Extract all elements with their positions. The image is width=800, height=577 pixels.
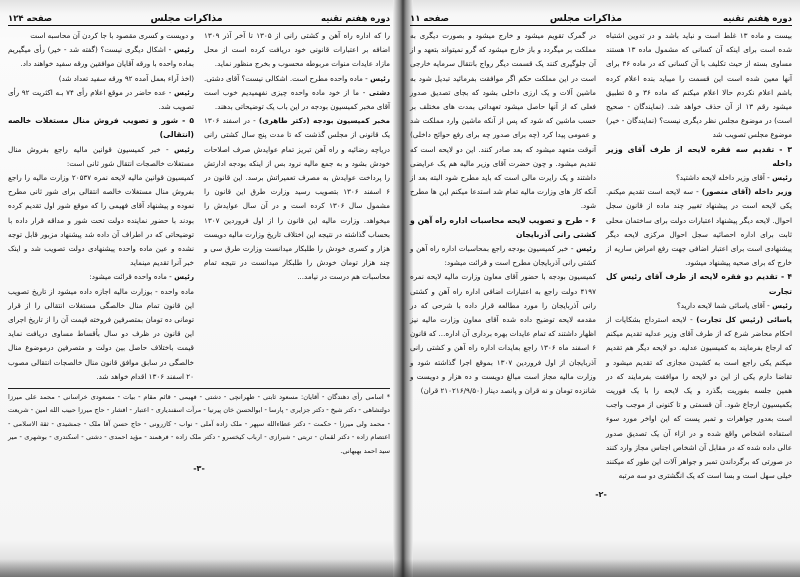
paragraph: (اخذ آراء بعمل آمده ۹۲ ورقه سفید تعداد شد) [58,73,194,83]
speech-text: خبر کمیسیون بودجه راجع بمحاسبات اداره راه آهن و کشتی رانی آذربایجان مطرح است و قرائت میشود: [410,244,596,268]
speech: مخبر کمیسیون بودجه (دکتر طاهری) - در اسفند ۱۳۰۶ یک قانونی از مجلس گذشت که تا مدت پنج سال کشتی رانی دریاچه رضائیه و راه آهن تبریز تمام عوایدش صرف اصلاحات خودش بشود و به جمع مالیه نرود بس از اینکه بودجه ادارتش را پرداخت عوایدش به مصرف تعمیراتش برسد. این قانون در ۶ اسفند ۱۳۰۶ بتصویب رسید وزارت طرق این قانون را مشمول سال ۱۳۰۶ کرده است و در آن سال عوایدش را میخواهد. وزارت مالیه این قانون را از اول فروردین ۱۳۰۷ بحساب گذاشته در نتیجه این اختلاف تاریخ وزارت مالیه دویست هزار و کسری خودش را طلبکار میدانست وزارت طرق سی و چند هزار تومان خودش را طلبکار میدانست در نتیجه تمام محاسبات هم درست در نیامد... [204,116,390,282]
left-page-columns [8,29,390,384]
speaker-name: رئیس [772,173,792,183]
speaker-name: دشتی [369,87,390,97]
speaker-name: رئیس [174,144,194,154]
session-label: دوره هفتم تقنیه [320,14,390,24]
left-page-header [8,12,390,26]
paragraph: کمیسیون قوانین مالیه لایحه نمره ۲۰۵۳۷ وزارت مالیه را راجع بفروش منال مستغلات خالصه انتقالی برای شور ثانی مطرح نموده و پیشنهاد آقای فهیمی را که موقع شور اول تقدیم کرده بودند با حضور نماینده دولت تحت شور و مداقه قرار داده با توضیحاتی که در اطراف آن داده شد پیشنهاد مزبور قابل توجه نشده و عین ماده واحده پیشنهادی دولت تصویب شد و اینک خبر آنرا تقدیم مینماید [8,173,194,268]
speaker-name: وزیر داخله (آقای منصور) [701,187,793,197]
speech-text: عده حاضر در موقع اعلام رأی ۷۴ بـه اکثریت ۹۲ رأی تصویب شد. [8,87,194,112]
speaker-name: رئیس [576,244,596,254]
right-page-column-right [606,29,792,484]
right-page-columns [410,29,792,484]
scan-shadow-edge [0,559,800,577]
footnote-voter-list: * اسامی رأی دهندگان - آقایان: مسعود ثابتی - طهرانچی - دشتی - فهیمی - قائم مقام - بیات - مسعودی خراسانی - محمد علی میرزا دولتشاهی - دکتر شیخ - دکتر جزایری - پارسا - ابوالحسن خان پیرنیا - مرآت اسفندیاری - اعتبار - افشار - حاج میرزا حبیب الله امین - شریعت - محمد ولی میرزا - حکمت - دکتر عطاءالله سپهر - ملک زاده آملی - نواب - کازرونی - حاج حسن آقا ملک - جمشیدی - ثقة الاسلامی - اعتصام زاده - دکتر لقمان - تربتی - شیرازی - ارباب کیخسرو - دکتر ملک زاده - فرهمند - مؤید احمدی - دشتی - اسکندری - بوشهری - میر سید احمد بهبهانی. [8,388,390,458]
speech-text: آقای یاسائی شما لایحه دارید؟ [676,300,765,310]
speech-text: خبر کمیسیون قوانین مالیه راجع بفروش منال مستغلات خالصجات انتقال شور ثانی است: [8,144,194,168]
paragraph: و دویست و کسری مقصود با جا کردن آن محاسبه است [30,31,194,40]
speech: رئیس - خبر کمیسیون قوانین مالیه راجع بفروش منال مستغلات خالصجات انتقال شور ثانی است: [8,144,194,168]
speech: رئیس - ماده واحده قرائت میشود: [89,272,194,282]
paragraph: ماده واحده - بوزارت مالیه اجازه داده میشود از تاریخ تصویب این قانون تمام منال خالصگی مستغلات انتقالی را از قرار تومانی ده تومان بمتصرفین فروخته قیمت آن را از تاریخ اجرای این قانون در ظرف دو سال بأقساط مساوی دریافت نماید قیمت باختلاف حاصل بین دولت و متصرفین درموضوع منال خالصگی در سابق موافق قانون منال خالصجات انتقالی مصوب ۲۰ اسفند ۱۳۰۶ اقدام خواهد شد. [8,286,194,381]
section-heading: ۶ - طرح و تصویب لایحه محاسبات اداره راه آهن و کشتی رانی آذربایجان [410,215,596,239]
right-page [402,0,800,577]
speaker-name: یاسائی (رئیس کل تجارت) [696,315,792,325]
paragraph: کمیسیون بودجه با حضور آقای معاون وزارت مالیه لایحه نمره ۴۱۹۷ دولت راجع به اعتبارات اضافی اداره راه آهن و کشتی رانی آذربایجان را مورد مطالعه قرار داده با شرحی که در مقدمه لایحه توضیح داده شده آقای معاون وزارت مالیه نیز اظهار داشتند که تمام عایدات بهره برداری آن اداره... که قانون ۶ اسفند ماه ۱۳۰۶ راجع بعایدات اداره راه آهن و کشتی رانی آذربایجان از اول فروردین ۱۳۰۷ بموقع اجرا گذاشته شود و وزارت مالیه مجاز است مبالغ دویست و ده هزار و دویست و شانزده تومان و نه قران و پانصد دینار (۲۱۰۲۱۶/۹/۵۰ قران) [410,272,596,396]
left-page-column-left [8,29,194,384]
speaker-name: رئیس [772,300,792,310]
speech: رئیس - آقای یاسائی شما لایحه دارید؟ [676,300,792,310]
page-number: -۳- [193,464,205,474]
speech: رئیس - آقای وزیر داخله لایحه داشتید؟ [675,173,792,183]
speech-text: لایحه استرداج بشکایات از احکام محاضر شرع که از طرف آقای وزیر عدلیه تقدیم میکنم که ارجاع بفرمایند به کمیسیون عدلیه. دو لایحه دیگر هم تقدیم میکنم یکی راجع است به کشیدن مجازی که تقدیم میشود و تقاضا دارم یکی از این دو لایحه را موافقت بفرمایند که در همین جلسه بفوریت بگذرد و یک لایحه را با یک فوریت بکمیسیون ارجاع شود. آن قسمتی و تا کنونی از موجب واجب است بعدور جواهرات و تمبر پست که این اواخر مورد سوء استفاده اشخاص واقع شده و در ازاء آن یک تصدیق صدور عالی داده شده که در مقابل آن اشخاص اجناس مجاز وارد کنند در صورتی که برگرداندن تمبر و جواهر آلات این طور که میکنند خیلی سهل است و بسا است که یک انگشتری دو سه مرتبه [606,315,792,481]
speech: یاسائی (رئیس کل تجارت) - لایحه استرداج بشکایات از احکام محاضر شرع که از طرف آقای وزیر عدلیه تقدیم میکنم که ارجاع بفرمایند به کمیسیون عدلیه. دو لایحه دیگر هم تقدیم میکنم یکی راجع است به کشیدن مجازی که تقدیم میشود و تقاضا دارم یکی از این دو لایحه را موافقت بفرمایند که در همین جلسه بفوریت بگذرد و یک لایحه را با یک فوریت بکمیسیون ارجاع شود. آن قسمتی و تا کنونی از موجب واجب است بعدور جواهرات و تمبر پست که این اواخر مورد سوء استفاده اشخاص واقع شده و در ازاء آن یک تصدیق صدور عالی داده شده که در مقابل آن اشخاص اجناس مجاز وارد کنند در صورتی که برگرداندن تمبر و جواهر آلات این طور که میکنند خیلی سهل است و بسا است که یک انگشتری دو سه مرتبه [606,315,792,481]
paragraph: را که اداره راه آهن و کشتی رانی از ۱۳۰۵ تا آخر آذر ۱۳۰۹ اضافه بر اعتبارات قانونی خود دریافت کرده است از محل مازاد عایدات منوات مربوطه محسوب و بخرج منظور نماید. [204,31,390,69]
speech: رئیس - اشکال دیگری نیست؟ (گفته شد - خیر) رأی میگیریم بماده واحده با ورقه آقایان موافقین ورقه سفید خواهند داد. [8,45,194,69]
session-label: دوره هفتم تقنیه [722,14,792,24]
section-heading: ۳ - تقدیم سه فقره لایحه از طرف آقای وزیر داخله [606,144,792,168]
page-label: صفحه ۱۱ [410,14,449,24]
left-page-column-right [204,29,390,384]
speech-text: آقای وزیر داخله لایحه داشتید؟ [675,173,765,183]
header-title: مذاکرات مجلس [549,13,623,24]
speaker-name: رئیس [174,272,194,282]
page-label: صفحه ۱۲۴ [8,14,53,24]
section-heading: ۴ - تقدیم دو فقره لایحه از طرف آقای رئیس کل تجارت [606,272,792,296]
speech-text: ماده واحده مطرح است. اشکالی نیست؟ آقای دشتی. [204,73,363,83]
left-page [0,0,398,577]
right-page-header [410,12,792,26]
speech-text: در اسفند ۱۳۰۶ یک قانونی از مجلس گذشت که تا مدت پنج سال کشتی رانی دریاچه رضائیه و راه آهن تبریز تمام عوایدش صرف اصلاحات خودش بشود و به جمع مالیه نرود بس از اینکه بودجه ادارتش را پرداخت عوایدش به مصرف تعمیراتش برسد. این قانون در ۶ اسفند ۱۳۰۶ بتصویب رسید وزارت طرق این قانون را مشمول سال ۱۳۰۶ کرده است و در آن سال عوایدش را میخواهد. وزارت مالیه این قانون را از اول فروردین ۱۳۰۷ بحساب گذاشته در نتیجه این اختلاف تاریخ وزارت مالیه دویست هزار و کسری خودش را طلبکار میدانست وزارت طرق سی و چند هزار تومان خودش را طلبکار میدانست در نتیجه تمام محاسبات هم درست در نیامد... [204,116,390,282]
speech-text: سه لایحه است تقدیم میکنم. یکی لایحه است در پیشنهاد تغییر چند ماده از قانون سجل احوال. لایحه دیگر پیشنهاد اعتبارات دولت برای ساختمان محلی ثابت برای اداره احصائیه سجل احوال مرکزی لایحه دیگر پیشنهادی است برای اعتبار اضافی جهت رفع امراض ساریه از خارج که برای صحیه پیشنهاد میشود. [606,187,792,268]
speech: رئیس - عده حاضر در موقع اعلام رأی ۷۴ بـه اکثریت ۹۲ رأی تصویب شد. [8,87,194,112]
speech-text: اشکال دیگری نیست؟ (گفته شد - خیر) رأی میگیریم بماده واحده با ورقه آقایان موافقین ورقه سفید خواهند داد. [8,45,194,69]
speaker-name: رئیس [174,87,194,97]
paragraph: بیست و ماده ۱۳ غلط است و نباید باشد و در تدوین اشتباه شده است برای اینکه آن کسانی که مشمول ماده ۱۳ هستند مساوی بسته از حیث تکلیف با آن کسانی که در ماده ۳۶ برای آنها معین شده است این قسمت را میباید بنده اعلام کرده باشم اعلام نکردم حالا اعلام میکنم که ماده ۳۶ و ۵ تطبیق میشود رقم ۱۳ از آن حذف خواهد شد. (نمایندگان - صحیح است) در موضوع مجلس نظر دیگری نیست؟ (نمایندگان - خیر) موضوع مجلس تصویب شد [606,31,792,140]
paragraph: در گمرک تقویم میشود و خارج میشود و بصورت دیگری به مملکت بر میگردد و باز خارج میشود که گرو نمیتواند بتعهد و از آن جلوگیری کنند یک قسمت دیگر رواج بانتقال سرمایه خارجی است در این مملکت حکم اگر موافقت بفرمائید تبدیل شود به ماشین آلات و یک ارزی داخلی بشود که بجای تصدیق صدور فعلی که از آنها حاصل میشود تعهداتی بمدت های مختلف بر حسب ماشین که شود که پس از آنکه ماشین وارد مملکت شد و عمومی پیدا کرد (چه برای صدور چه برای رفع حوائج داخلی) آنوقت متعهد میشود که بعد صادر کنند. این دو لایحه است که تقدیم میشود. و چون حضرت آقای وزیر مالیه هم یک عرایضی داشتند و یک رایرت مالی است که باید مطرح شود البته بعد از آنکه کار های وزارت مالیه تمام شد استدعا میکنم این ها مطرح شود. [410,31,596,211]
speech-text: ماده واحده قرائت میشود: [89,272,167,282]
speech: رئیس - ماده واحده مطرح است. اشکالی نیست؟ آقای دشتی. [204,73,390,83]
speaker-name: رئیس [370,73,390,83]
speech-text: ما از خود ماده واحده چیزی نفهمیدیم خوب است آقای مخبر کمیسیون بودجه در این باب یک توضیحاتی بدهند. [204,87,390,112]
speaker-name: رئیس [174,45,194,55]
right-page-column-left [410,29,596,484]
speaker-name: مخبر کمیسیون بودجه (دکتر طاهری) [258,116,390,126]
speech: وزیر داخله (آقای منصور) - سه لایحه است تقدیم میکنم. یکی لایحه است در پیشنهاد تغییر چند ماده از قانون سجل احوال. لایحه دیگر پیشنهاد اعتبارات دولت برای ساختمان محلی ثابت برای اداره احصائیه سجل احوال مرکزی لایحه دیگر پیشنهادی است برای اعتبار اضافی جهت رفع امراض ساریه از خارج که برای صحیه پیشنهاد میشود. [606,187,793,268]
speech: رئیس - خبر کمیسیون بودجه راجع بمحاسبات اداره راه آهن و کشتی رانی آذربایجان مطرح است و قرائت میشود: [410,244,596,268]
section-heading: ۵ - شور و تصویب فروش منال مستغلات خالصه (انتقالی) [8,116,194,140]
speech: دشتی - ما از خود ماده واحده چیزی نفهمیدیم خوب است آقای مخبر کمیسیون بودجه در این باب یک توضیحاتی بدهند. [204,87,390,112]
header-title: مذاکرات مجلس [150,13,223,24]
page-number: -۲- [595,489,607,499]
